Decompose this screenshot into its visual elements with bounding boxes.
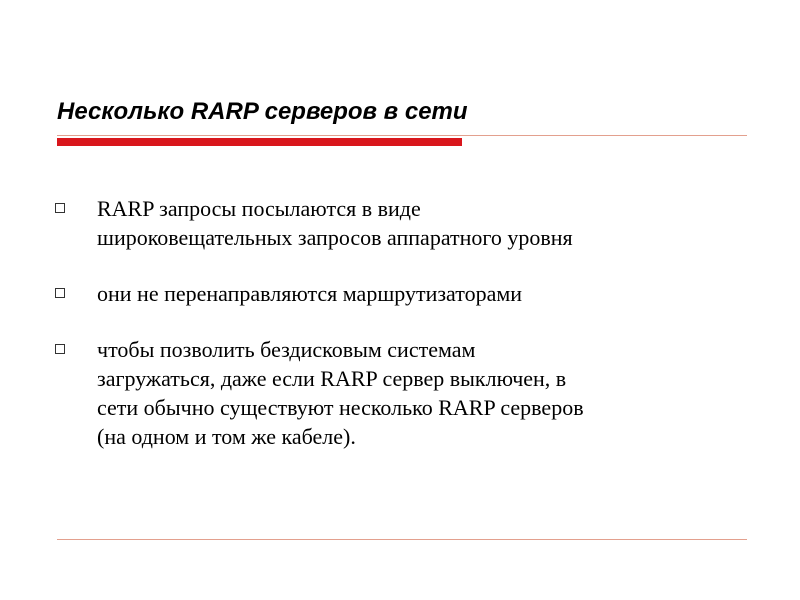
title-underline-accent [57, 138, 462, 146]
title-underline-thin [57, 135, 747, 136]
bullet-item [53, 194, 753, 252]
hollow-square-bullet-icon [55, 203, 65, 213]
bullet-item [53, 279, 753, 308]
footer-rule [57, 539, 747, 540]
bullet-list [53, 194, 753, 478]
hollow-square-bullet-icon [55, 344, 65, 354]
bullet-text: RARP запросы посылаются в виде широковещательных запросов аппаратного уровня [97, 196, 573, 250]
slide-title: Несколько RARP серверов в сети [57, 98, 468, 125]
bullet-text: они не перенаправляются маршрутизаторами [97, 281, 523, 306]
bullet-text: чтобы позволить бездисковым системам загружаться, даже если RARP сервер выключен, в сети обычно существуют несколько RARP серверов (на одном и том же кабеле). [97, 337, 584, 449]
bullet-item [53, 335, 753, 451]
hollow-square-bullet-icon [55, 288, 65, 298]
